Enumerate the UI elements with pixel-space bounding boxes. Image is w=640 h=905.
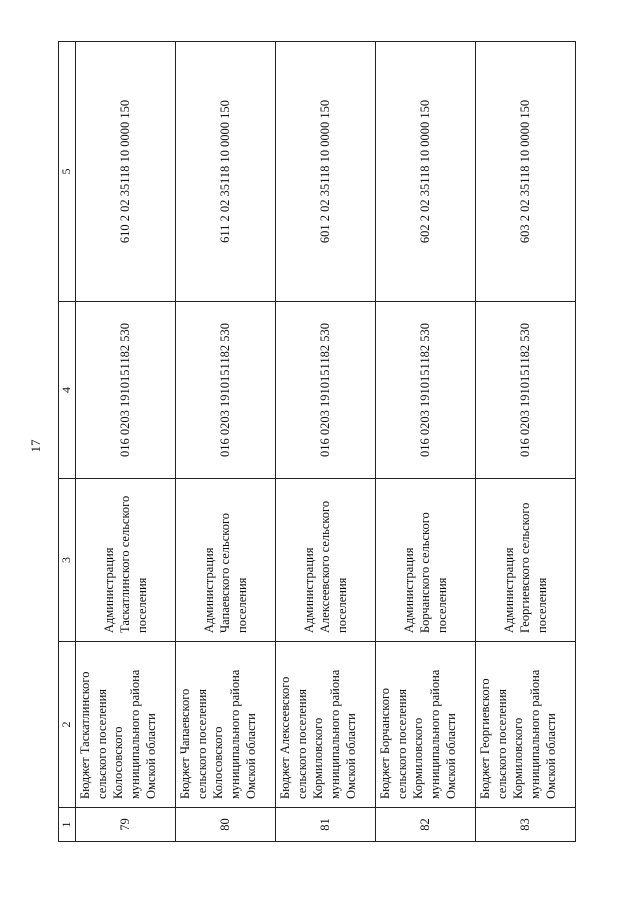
budget-classification-code: 016 0203 1910151182 530	[276, 302, 376, 479]
row-number: 79	[76, 808, 176, 842]
page-number: 17	[28, 439, 43, 453]
column-header: 4	[59, 302, 76, 479]
table-row	[376, 42, 476, 842]
budget-name: Бюджет Борчанского сельского поселения Кормиловского муниципального района Омской области	[376, 642, 476, 808]
budget-classification-code: 016 0203 1910151182 530	[376, 302, 476, 479]
budget-table	[58, 41, 576, 842]
administrator-name: Администрация Чапаевского сельского поселения	[176, 479, 276, 642]
table-row	[476, 42, 576, 842]
row-number: 82	[376, 808, 476, 842]
column-header: 5	[59, 42, 76, 302]
administrator-name: Администрация Борчанского сельского поселения	[376, 479, 476, 642]
table-header-row	[59, 42, 76, 842]
revenue-code: 603 2 02 35118 10 0000 150	[476, 42, 576, 302]
revenue-code: 610 2 02 35118 10 0000 150	[76, 42, 176, 302]
rotated-table-container	[58, 42, 558, 842]
budget-name: Бюджет Алексеевского сельского поселения Кормиловского муниципального района Омской области	[276, 642, 376, 808]
column-header: 3	[59, 479, 76, 642]
revenue-code: 602 2 02 35118 10 0000 150	[376, 42, 476, 302]
administrator-name: Администрация Георгиевского сельского поселения	[476, 479, 576, 642]
budget-classification-code: 016 0203 1910151182 530	[176, 302, 276, 479]
administrator-name: Администрация Таскатлинского сельского поселения	[76, 479, 176, 642]
budget-name: Бюджет Георгиевского сельского поселения Кормиловского муниципального района Омской области	[476, 642, 576, 808]
row-number: 83	[476, 808, 576, 842]
table-row	[76, 42, 176, 842]
administrator-name: Администрация Алексеевского сельского поселения	[276, 479, 376, 642]
table-row	[176, 42, 276, 842]
budget-classification-code: 016 0203 1910151182 530	[76, 302, 176, 479]
row-number: 81	[276, 808, 376, 842]
budget-classification-code: 016 0203 1910151182 530	[476, 302, 576, 479]
budget-name: Бюджет Таскатлинского сельского поселения Колосовского муниципального района Омской области	[76, 642, 176, 808]
row-number: 80	[176, 808, 276, 842]
column-header: 1	[59, 808, 76, 842]
revenue-code: 601 2 02 35118 10 0000 150	[276, 42, 376, 302]
table-row	[276, 42, 376, 842]
column-header: 2	[59, 642, 76, 808]
budget-name: Бюджет Чапаевского сельского поселения Колосовского муниципального района Омской области	[176, 642, 276, 808]
revenue-code: 611 2 02 35118 10 0000 150	[176, 42, 276, 302]
